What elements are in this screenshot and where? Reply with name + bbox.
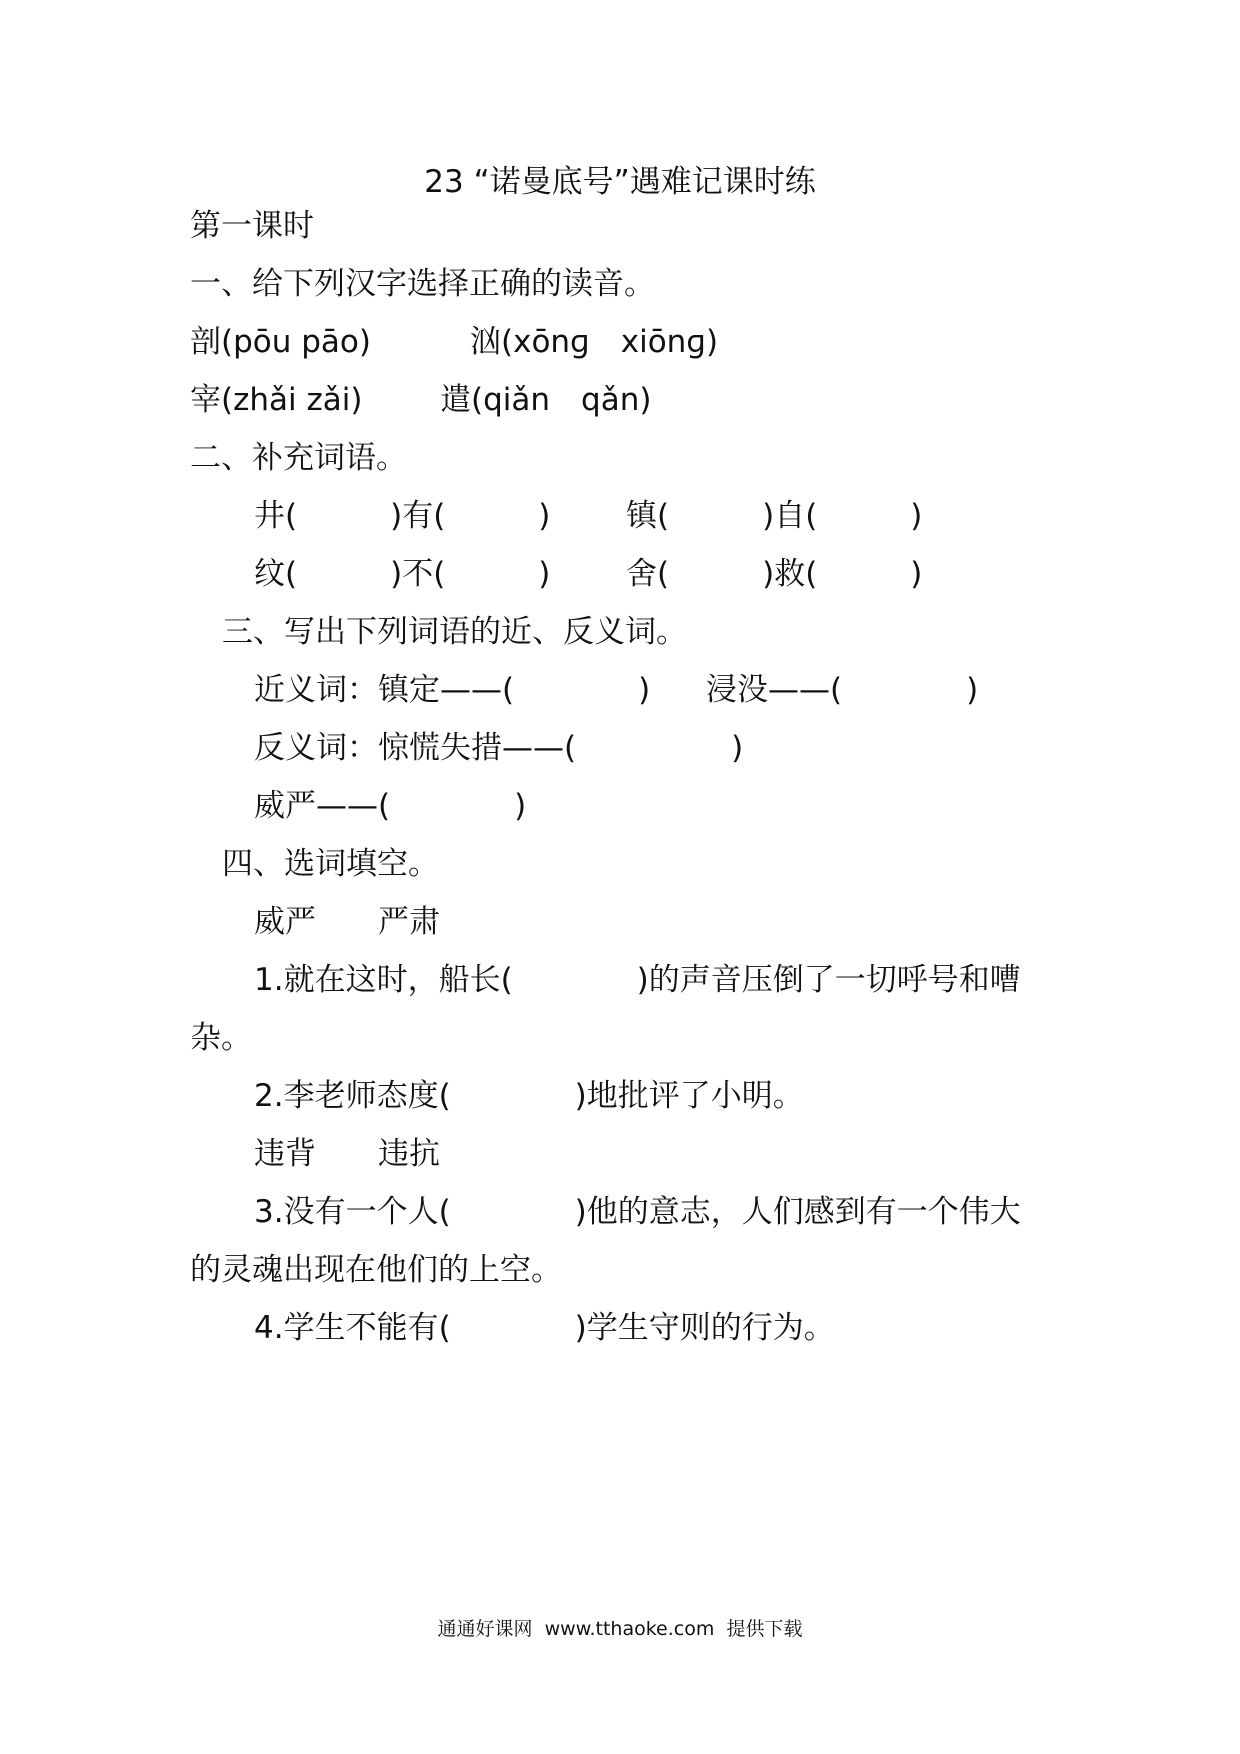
section1-item: 汹(xōnɡ xiōnɡ)	[470, 324, 719, 360]
antonym-line: 威严——( )	[254, 788, 527, 824]
synonym-line: 浸没——( )	[706, 672, 979, 708]
question-line: 2.李老师态度( )地批评了小明。	[254, 1078, 804, 1114]
page-title: 23 “诺曼底号”遇难记课时练	[424, 164, 816, 200]
section1-item: 遣(qiǎn qǎn)	[440, 382, 652, 418]
section1-item: 宰(zhǎi zǎi)	[190, 382, 363, 418]
question-line: 3.没有一个人( )他的意志，人们感到有一个伟大	[254, 1194, 1021, 1230]
question-line: 杂。	[190, 1020, 252, 1056]
section2-item: 纹( )不( )	[254, 556, 551, 592]
section2-item: 井( )有( )	[254, 498, 551, 534]
section1-heading: 一、给下列汉字选择正确的读音。	[190, 266, 655, 302]
section2-heading: 二、补充词语。	[190, 440, 407, 476]
word-choices: 违背 违抗	[254, 1136, 440, 1172]
lesson-label: 第一课时	[190, 208, 314, 244]
section1-item: 剖(pōu pāo)	[190, 324, 371, 360]
question-line: 1.就在这时，船长( )的声音压倒了一切呼号和嘈	[254, 962, 1021, 998]
section3-heading: 三、写出下列词语的近、反义词。	[222, 614, 687, 650]
question-line: 的灵魂出现在他们的上空。	[190, 1252, 562, 1288]
question-line: 4.学生不能有( )学生守则的行为。	[254, 1310, 835, 1346]
page-footer: 通通好课网 www.tthaoke.com 提供下载	[437, 1618, 803, 1640]
synonym-line: 近义词：镇定——( )	[254, 672, 651, 708]
word-choices: 威严 严肃	[254, 904, 440, 940]
section2-item: 镇( )自( )	[626, 498, 923, 534]
antonym-line: 反义词：惊慌失措——( )	[254, 730, 744, 766]
section4-heading: 四、选词填空。	[222, 846, 439, 882]
section2-item: 舍( )救( )	[626, 556, 923, 592]
